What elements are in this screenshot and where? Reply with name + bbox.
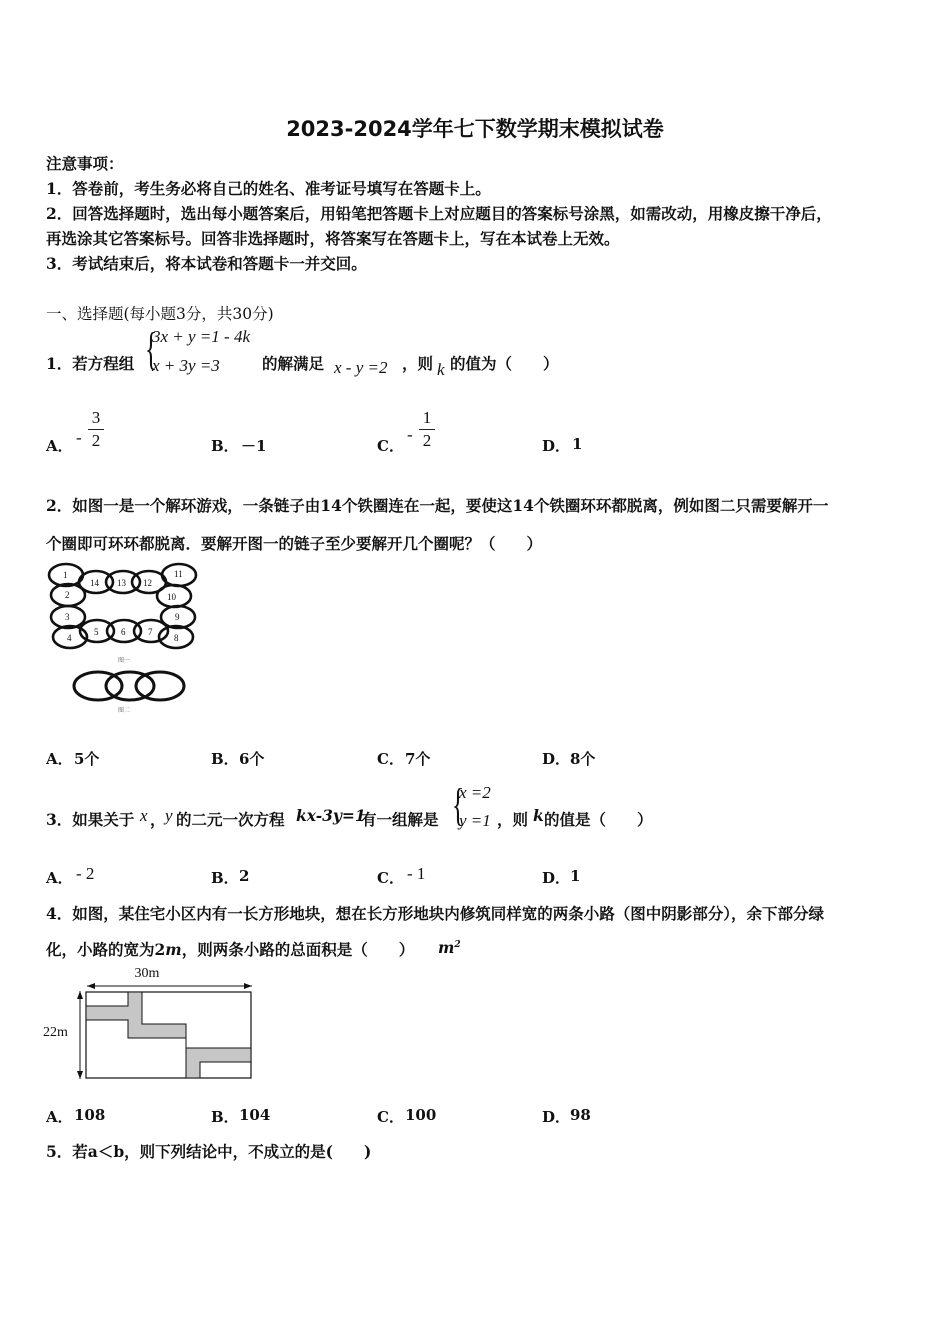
q4-option-d-label: D． xyxy=(542,1108,571,1126)
q3-sol2: y =1 xyxy=(459,811,491,830)
q1-option-d-label: D． xyxy=(542,437,571,455)
q4-option-b-label: B． xyxy=(211,1108,239,1126)
q3-option-b-label: B． xyxy=(211,869,239,887)
fig2-ring-2 xyxy=(106,672,154,700)
ring-label-10: 10 xyxy=(167,592,176,602)
ring-label-5: 5 xyxy=(94,627,99,637)
ring-label-4: 4 xyxy=(67,633,72,643)
q4-option-a-label: A． xyxy=(46,1108,73,1126)
q1-var: k xyxy=(437,360,445,379)
q4-option-c-label: C． xyxy=(377,1108,404,1126)
q4-line2 xyxy=(46,938,414,960)
q3-mid3: ，则 xyxy=(497,810,529,829)
fraction-bar xyxy=(419,429,435,430)
q1-option-a-den: 2 xyxy=(91,431,101,450)
q1-option-c-sign: - xyxy=(407,425,413,444)
q4-line1: 4．如图，某住宅小区内有一长方形地块，想在长方形地块内修筑同样宽的两条小路（图中阴影部分），余下部分绿 xyxy=(46,904,825,923)
ring-label-3: 3 xyxy=(65,612,70,622)
q2-option-c-label: C． xyxy=(377,750,404,768)
q1-suffix: 的值为（ ） xyxy=(450,354,559,373)
q1-option-a-sign: - xyxy=(76,428,82,447)
notice-item-2-cont: 再选涂其它答案标号。回答非选择题时，将答案写在答题卡上，写在本试卷上无效。 xyxy=(46,229,620,248)
q1-mid2: ，则 xyxy=(402,354,434,373)
q3-mid: 的二元一次方程 xyxy=(176,810,285,829)
q4-option-a-value: 108 xyxy=(74,1106,106,1124)
q2-option-a-label: A． xyxy=(46,750,73,768)
q2-option-c-value: 7个 xyxy=(405,750,431,768)
ring-label-9: 9 xyxy=(175,612,180,622)
q4-width-label: 30m xyxy=(134,966,160,981)
q3-sol1: x =2 xyxy=(459,783,491,802)
q1-eq2: x + 3y =3 xyxy=(152,356,220,375)
notice-heading: 注意事项： xyxy=(46,154,124,173)
q3-option-c-label: C． xyxy=(377,869,404,887)
q3-option-a-value: - 2 xyxy=(76,864,95,883)
notice-item-1: 1．答卷前，考生务必将自己的姓名、准考证号填写在答题卡上。 xyxy=(46,179,491,198)
q1-eq1: 3x + y =1 - 4k xyxy=(152,327,250,346)
q3-suffix: 的值是（ ） xyxy=(544,810,653,829)
ring-label-7: 7 xyxy=(148,627,153,637)
q2-option-a-value: 5个 xyxy=(74,750,100,768)
q3-option-d-value: 1 xyxy=(570,867,581,885)
notice-item-3: 3．考试结束后，将本试卷和答题卡一并交回。 xyxy=(46,254,367,273)
q1-option-b-value: －1 xyxy=(241,437,267,455)
q2-option-d-label: D． xyxy=(542,750,571,768)
ring-label-13: 13 xyxy=(117,578,126,588)
q3-comma: ， xyxy=(150,810,166,829)
q3-var-x: x xyxy=(140,806,148,825)
ring-label-11: 11 xyxy=(174,569,183,579)
caption-figure-1: 图一 xyxy=(118,658,131,664)
ring-label-14: 14 xyxy=(90,578,99,588)
caption-figure-2: 图二 xyxy=(118,708,131,714)
q2-option-d-value: 8个 xyxy=(570,750,596,768)
q3-option-a-label: A． xyxy=(46,869,73,887)
ring-label-8: 8 xyxy=(174,633,179,643)
q5-text: 5．若a＜b，则下列结论中，不成立的是( ) xyxy=(46,1142,372,1161)
q1-option-c-label: C． xyxy=(377,437,404,455)
q1-option-d-value: 1 xyxy=(572,435,583,453)
q4-unit-exp: 2 xyxy=(454,939,461,950)
q4-option-c-value: 100 xyxy=(405,1106,437,1124)
q1-option-c-den: 2 xyxy=(422,431,432,450)
q2-line1: 2．如图一是一个解环游戏，一条链子由14个铁圈连在一起，要使这14个铁圈环环都脱离，例如图二只需要解开一 xyxy=(46,496,829,515)
q1-option-c-fraction xyxy=(419,408,435,451)
q1-prefix: 1．若方程组 xyxy=(46,354,135,373)
q3-var-k: k xyxy=(533,806,544,825)
q4-height-label: 22m xyxy=(43,1025,68,1040)
q4-unit: m xyxy=(438,938,455,957)
fraction-bar xyxy=(88,429,104,430)
q4-rectangle-figure xyxy=(42,962,264,1088)
q3-var-y: y xyxy=(165,806,173,825)
ring-label-12: 12 xyxy=(143,578,152,588)
q1-option-a-num: 3 xyxy=(91,408,101,427)
q1-option-a-fraction xyxy=(88,408,104,451)
q1-mid: 的解满足 xyxy=(262,354,325,373)
q4-option-b-value: 104 xyxy=(239,1106,271,1124)
q3-mid2: 有一组解是 xyxy=(361,810,439,829)
fig2-ring-3 xyxy=(136,672,184,700)
q2-line2: 个圈即可环环都脱离．要解开图一的链子至少要解开几个圈呢？（ ） xyxy=(46,534,543,553)
q2-option-b-value: 6个 xyxy=(239,750,265,768)
q2-chain-figure xyxy=(46,562,206,717)
q1-option-c-num: 1 xyxy=(422,408,432,427)
q1-cond: x - y =2 xyxy=(334,358,388,377)
q4-option-d-value: 98 xyxy=(570,1106,591,1124)
page-title: 2023-2024学年七下数学期末模拟试卷 xyxy=(286,117,664,141)
q4-area-unit xyxy=(438,938,461,957)
ring-label-2: 2 xyxy=(65,590,70,600)
ring-label-6: 6 xyxy=(121,627,126,637)
q3-option-d-label: D． xyxy=(542,869,571,887)
q2-option-b-label: B． xyxy=(211,750,239,768)
q4-line2-text: 化，小路的宽为2 xyxy=(46,940,166,959)
section-heading: 一、选择题(每小题3分，共30分) xyxy=(46,305,274,323)
q3-option-b-value: 2 xyxy=(239,867,250,885)
q3-brace: { xyxy=(451,779,465,830)
q1-brace: { xyxy=(144,323,158,374)
q1-option-b-label: B． xyxy=(211,437,239,455)
q4-line2-unit: m xyxy=(165,940,182,959)
q3-option-c-value: - 1 xyxy=(407,864,426,883)
q4-line2-rest: ，则两条小路的总面积是（ ） xyxy=(181,940,415,959)
ring-label-1: 1 xyxy=(63,570,68,580)
q3-equation: kx-3y=1 xyxy=(296,806,366,825)
notice-item-2: 2．回答选择题时，选出每小题答案后，用铅笔把答题卡上对应题目的答案标号涂黑，如需改动，用橡皮擦干净后， xyxy=(46,204,832,223)
q3-prefix: 3．如果关于 xyxy=(46,810,135,829)
q1-option-a-label: A． xyxy=(46,437,73,455)
